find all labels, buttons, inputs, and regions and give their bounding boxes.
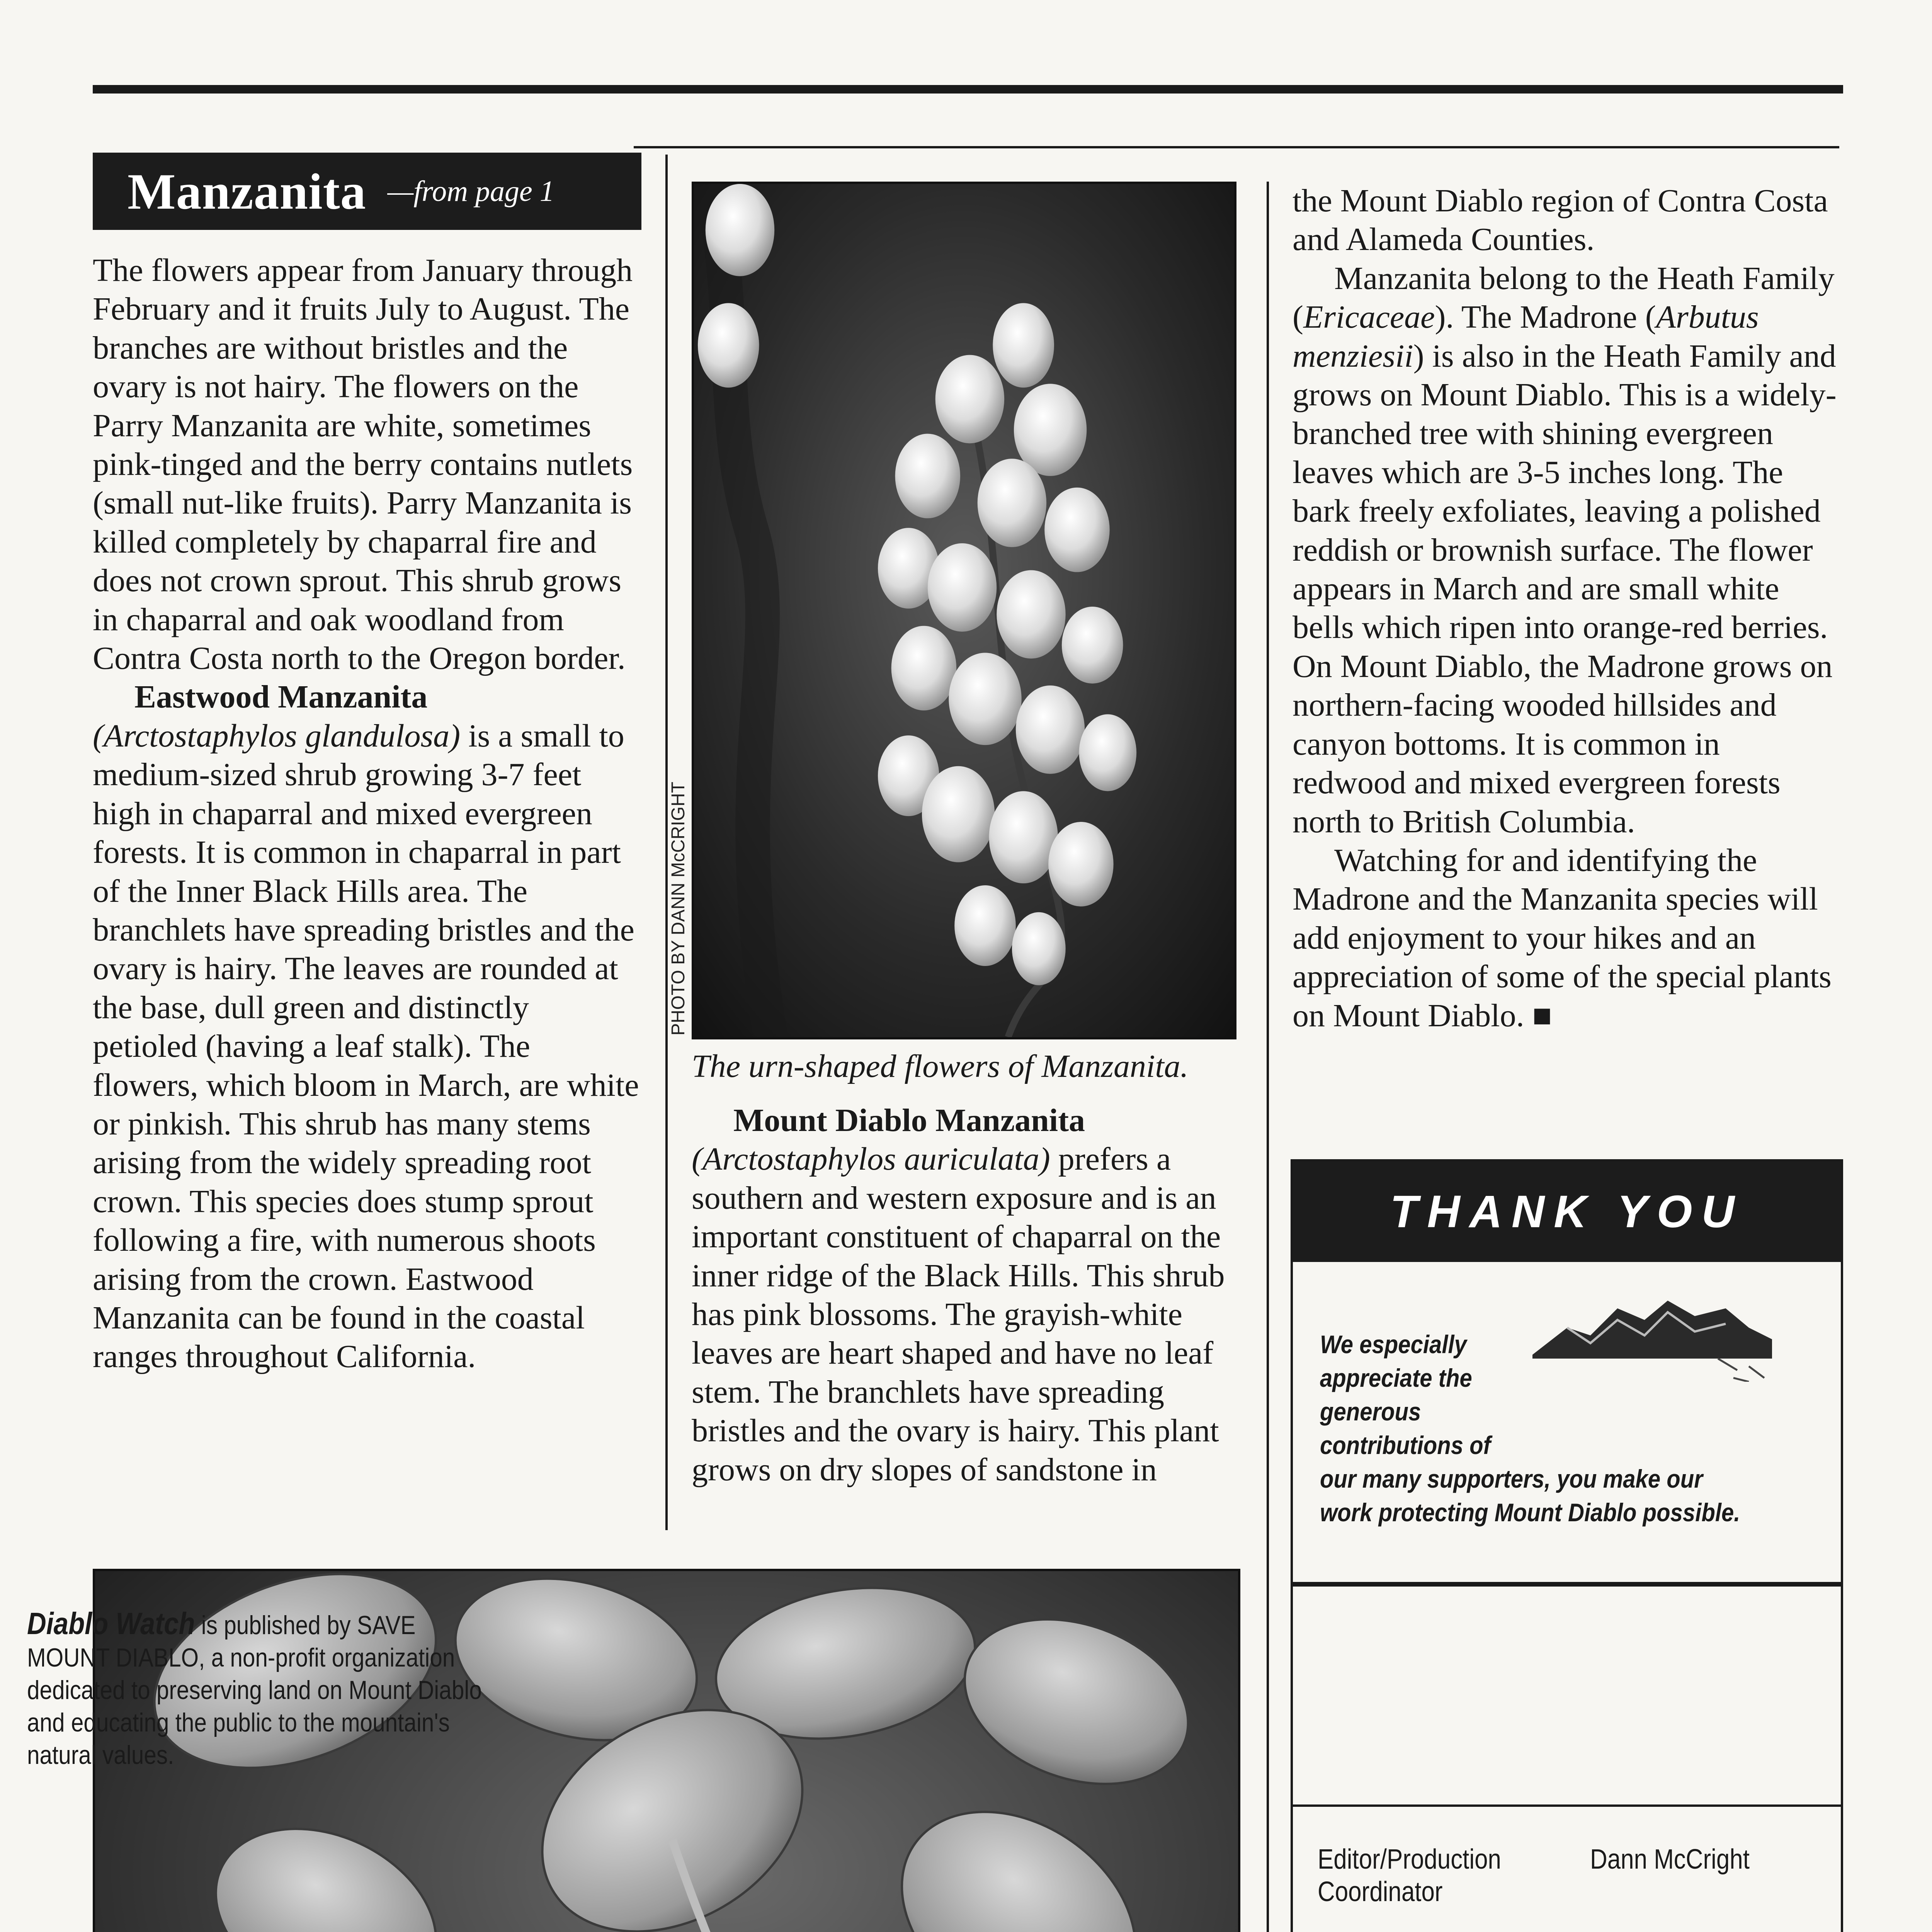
credits-names (1590, 1843, 1849, 1932)
thank-you-line: We especially (1320, 1330, 1467, 1359)
from-page-label: —from page 1 (387, 175, 554, 207)
mount-diablo-body: prefers a southern and western exposure and is an important constituent of chaparral on the inner ridge of the Black Hills. This shrub has pink blossoms. The grayish-white leaves are heart shaped and have no leaf stem. The branchlets have spreading bristles and the ovary is hairy. This plant grows on dry slopes of sandstone in (692, 1141, 1225, 1488)
eastwood-heading: Eastwood Manzanita (134, 679, 428, 715)
photo1-caption: The urn-shaped flowers of Manzanita. (692, 1048, 1189, 1084)
eastwood-sci: (Arctostaphylos glandulosa) (93, 718, 461, 754)
madrone-sci: Arbutus menziesii (1293, 299, 1759, 374)
thank-you-title: THANK YOU (1293, 1162, 1841, 1262)
photo-urn-flowers (692, 182, 1236, 1039)
paragraph-parry: The flowers appear from January through February and it fruits July to August. The branches are without bristles and the ovary is not hairy. The flowers on the Parry Manzanita are white, sometimes pink-tinged and the berry contains nutlets (small nut-like fruits). Parry Manzanita is killed completely by chaparral fire and does not crown sprout. This shrub grows in chaparral and oak woodland from Contra Costa north to the Oregon border. (93, 252, 633, 677)
paragraph-eastwood (93, 678, 641, 1376)
photo1-credit: PHOTO BY DANN McCRIGHT (668, 782, 689, 1036)
credit-role: Editor/Production Coordinator (1318, 1844, 1501, 1907)
thank-you-box (1291, 1159, 1843, 1584)
heath-text-c: ) is also in the Heath Family and grows on Mount Diablo. This is a widely-branched tree with shining evergreen leaves which are 3-5 inches long. The bark freely exfoliates, leaving a polished reddish or brownish surface. The flower appears in March and are small white bells which ripen into orange-red berries. On Mount Diablo, the Madrone grows on northern-facing wooded hillsides and canyon bottoms. It is common in redwood and mixed evergreen forests north to British Columbia. (1293, 338, 1837, 840)
credit-name: Dann McCright (1590, 1844, 1750, 1875)
thank-you-line: contributions of (1320, 1431, 1491, 1459)
publisher-name: Diablo Watch (27, 1606, 195, 1641)
column-1 (93, 251, 641, 1376)
publisher-text: is published by SAVE MOUNT DIABLO, a non-profit organization dedicated to preserving land on Mount Diablo and educating the public to the mountain's natural values. (27, 1611, 482, 1770)
top-thin-rule (634, 146, 1839, 148)
section-title: Manzanita (128, 163, 366, 220)
column-2 (692, 1101, 1240, 1489)
urn-flowers-image (694, 184, 1234, 1037)
thank-you-line: work protecting Mount Diablo possible. (1320, 1498, 1740, 1527)
column-3 (1293, 182, 1841, 1035)
top-rule (93, 85, 1843, 94)
heath-text-a: Manzanita belong to the Heath Family ( (1293, 260, 1835, 335)
masthead-divider-1 (1291, 1804, 1843, 1807)
thank-you-line: our many supporters, you make our (1320, 1464, 1703, 1493)
paragraph-closing: Watching for and identifying the Madrone and the Manzanita species will add enjoyment to your hikes and an appreciation of some of the special plants on Mount Diablo. ■ (1293, 842, 1832, 1034)
credit-names (1590, 1843, 1849, 1932)
heath-family-sci: Ericaceae (1303, 299, 1435, 335)
heath-text-b: ). The Madrone ( (1435, 299, 1656, 335)
mount-diablo-sci: (Arctostaphylos auriculata) (692, 1141, 1050, 1177)
section-header (93, 153, 641, 230)
thank-you-text (1320, 1328, 1782, 1529)
credits-roles (1318, 1843, 1583, 1932)
thank-you-line: appreciate the (1320, 1364, 1472, 1392)
thank-you-line: generous (1320, 1397, 1421, 1426)
paragraph-counties: the Mount Diablo region of Contra Costa and Alameda Counties. (1293, 183, 1828, 258)
paragraph-mount-diablo (692, 1101, 1240, 1489)
paragraph-heath-family (1293, 259, 1841, 841)
column-divider-2 (1267, 182, 1269, 1932)
eastwood-body: is a small to medium-sized shrub growing 3-7 feet high in chaparral and mixed evergreen forests. It is common in chaparral in part of the Inner Black Hills area. The branchlets have spreading bristles and the ovary is hairy. The leaves are rounded at the base, dull green and distinctly petioled (having a leaf stalk). The flowers, which bloom in March, are white or pinkish. This shrub has many stems arising from the widely spreading root crown. This species does stump sprout following a fire, with numerous shoots arising from the crown. Eastwood Manzanita can be found in the coastal ranges throughout California. (93, 718, 639, 1375)
mount-diablo-heading: Mount Diablo Manzanita (733, 1102, 1085, 1138)
publisher-statement (27, 1607, 492, 1771)
